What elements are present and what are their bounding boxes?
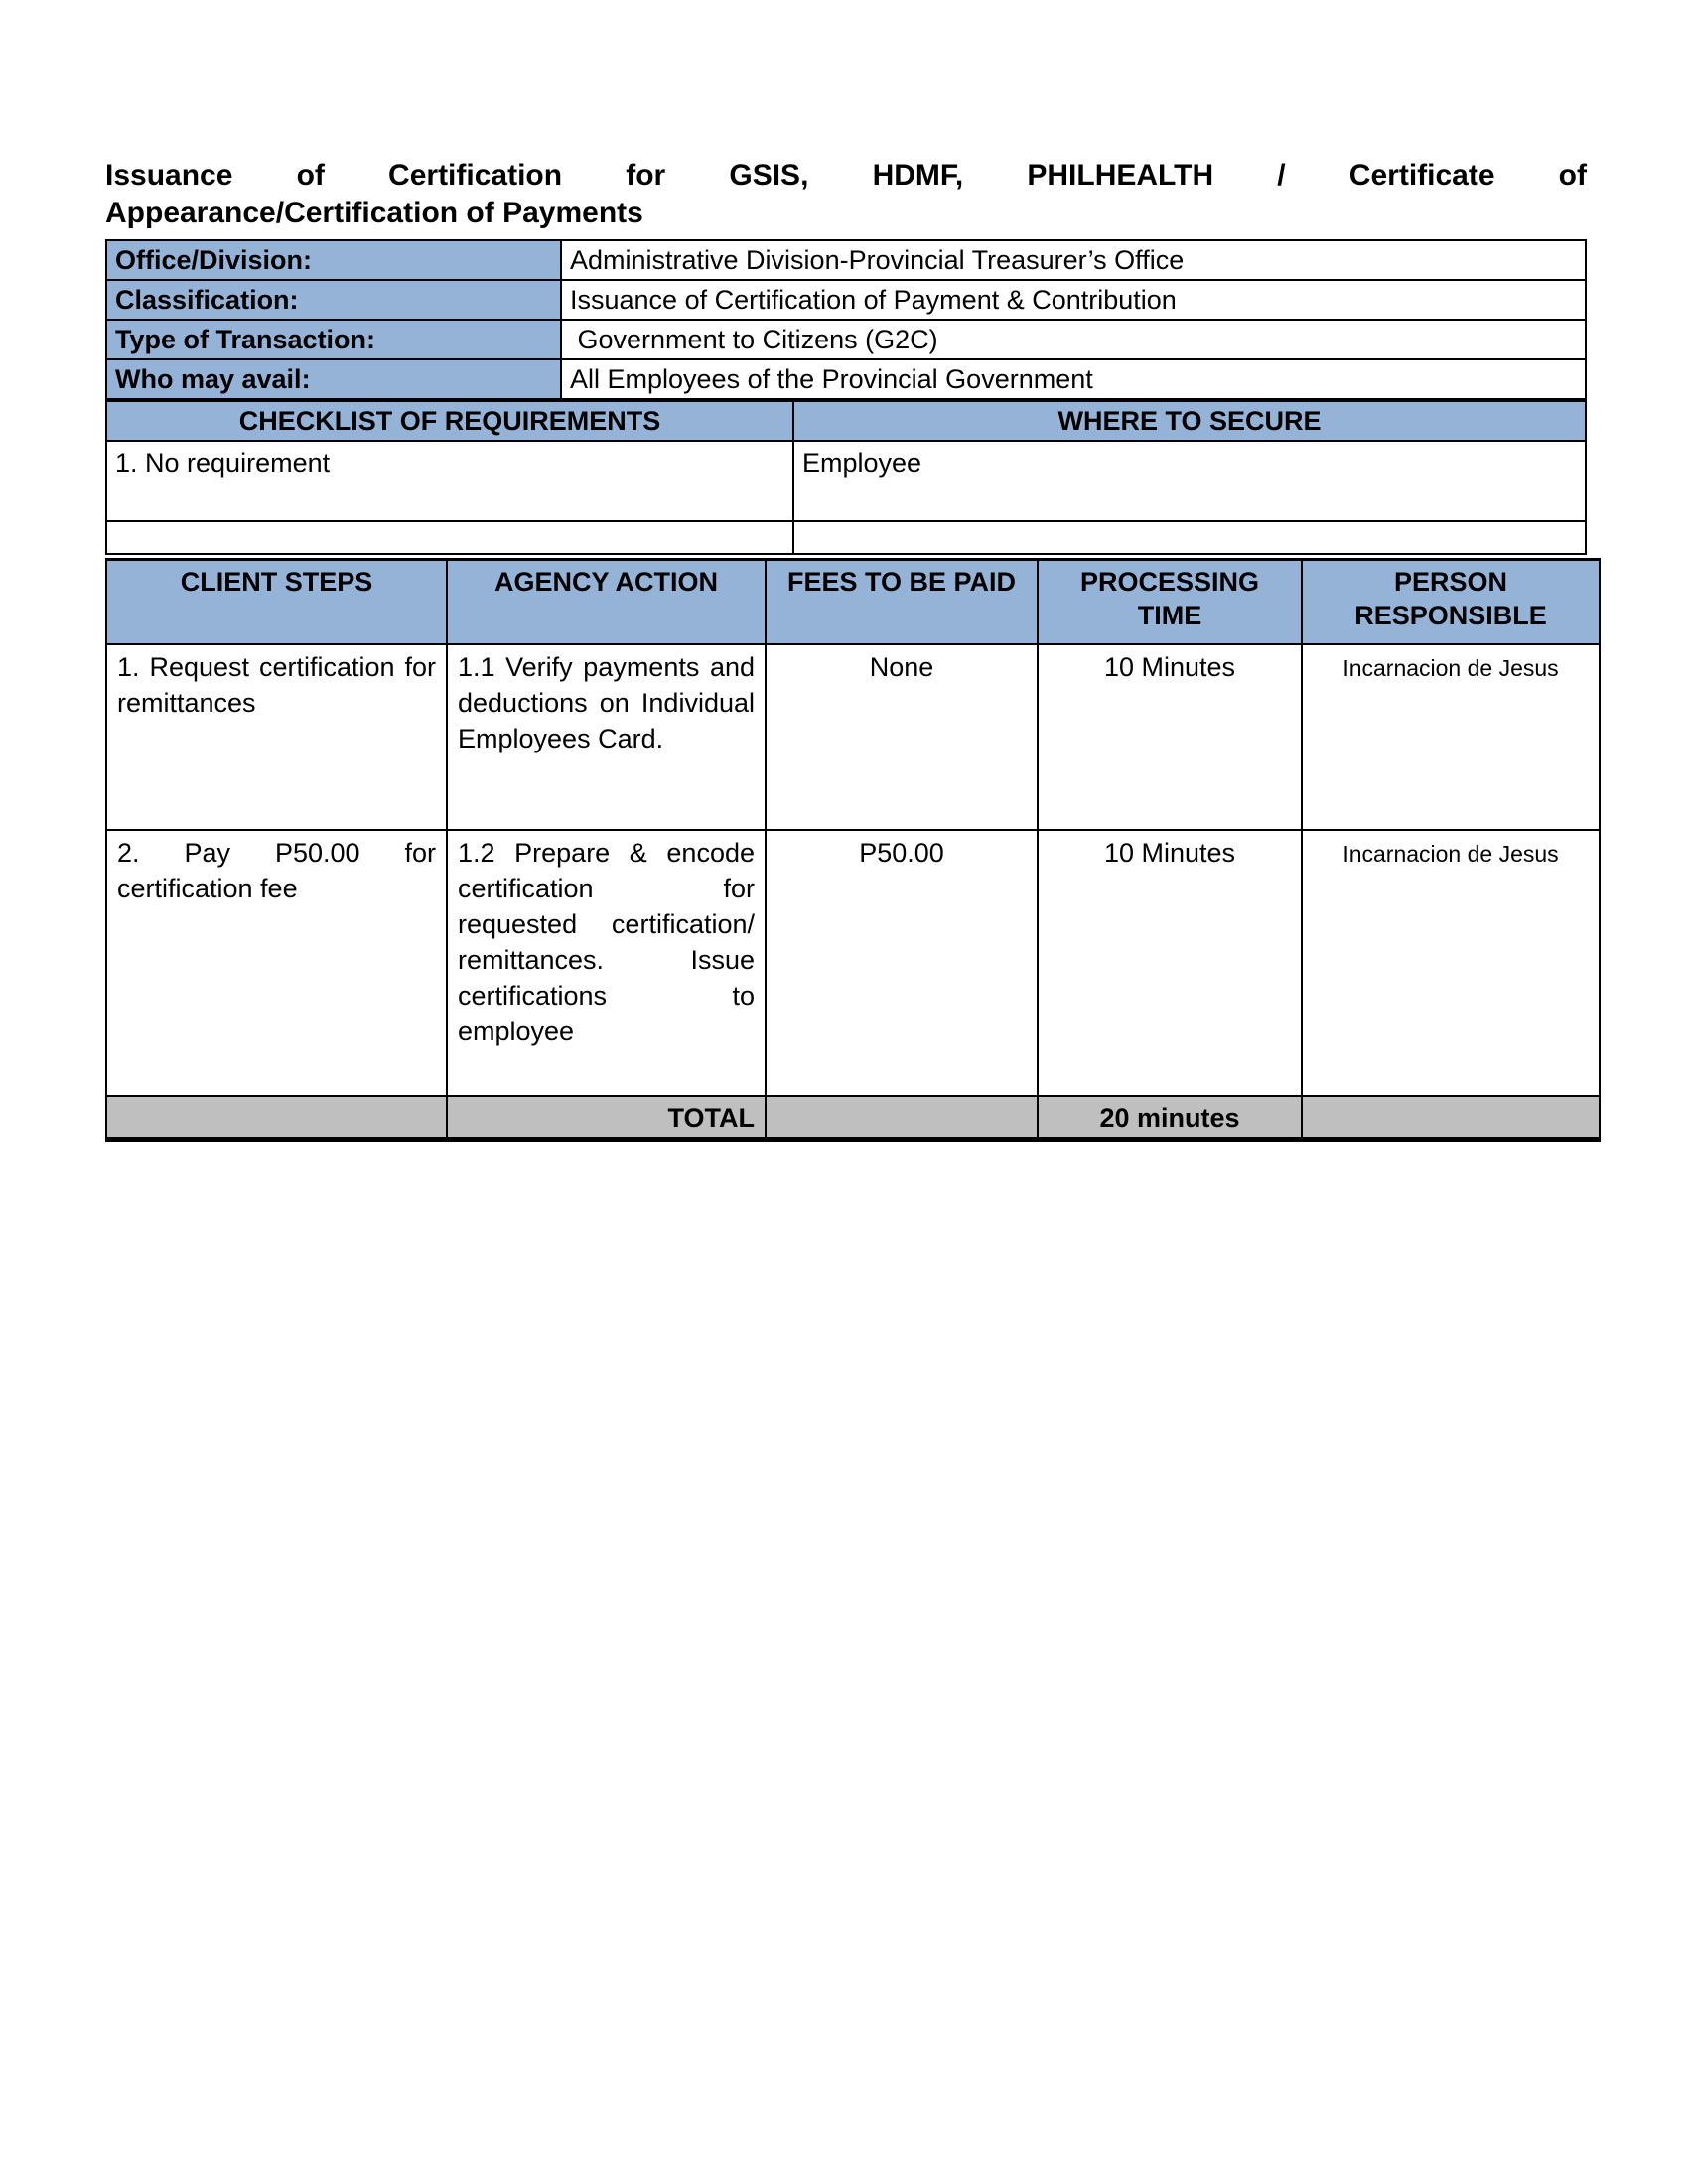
steps-header-row bbox=[106, 560, 1600, 644]
header-processing-time: PROCESSING TIME bbox=[1038, 560, 1302, 644]
info-value-classification: Issuance of Certification of Payment & Contribution bbox=[561, 280, 1586, 320]
checklist-row bbox=[106, 441, 1586, 521]
info-label-classification: Classification: bbox=[106, 280, 561, 320]
header-agency-action: AGENCY ACTION bbox=[447, 560, 766, 644]
document-title bbox=[105, 157, 1587, 232]
step2-processing-time: 10 Minutes bbox=[1038, 830, 1302, 1096]
info-label-who-may-avail: Who may avail: bbox=[106, 359, 561, 399]
info-value-who-may-avail: All Employees of the Provincial Government bbox=[561, 359, 1586, 399]
step2-fees: P50.00 bbox=[766, 830, 1038, 1096]
checklist-requirement-empty bbox=[106, 521, 793, 554]
step2-person-responsible: Incarnacion de Jesus bbox=[1302, 830, 1600, 1096]
service-info-table bbox=[105, 239, 1587, 400]
info-row-office-division bbox=[106, 240, 1586, 280]
header-person-responsible: PERSON RESPONSIBLE bbox=[1302, 560, 1600, 644]
step1-processing-time: 10 Minutes bbox=[1038, 644, 1302, 830]
checklist-requirement: 1. No requirement bbox=[106, 441, 793, 521]
info-row-classification bbox=[106, 280, 1586, 320]
info-row-who-may-avail bbox=[106, 359, 1586, 399]
step2-agency-action: 1.2 Prepare & encode certification for requested certification/ remittances. Issue certifications to employee bbox=[447, 830, 766, 1096]
document-content bbox=[105, 157, 1587, 1142]
info-value-transaction-type: Government to Citizens (G2C) bbox=[561, 320, 1586, 359]
total-fees-cell bbox=[766, 1096, 1038, 1140]
total-person-cell bbox=[1302, 1096, 1600, 1140]
step2-client-step: 2. Pay P50.00 for certification fee bbox=[106, 830, 447, 1096]
info-label-office-division: Office/Division: bbox=[106, 240, 561, 280]
header-fees-to-be-paid: FEES TO BE PAID bbox=[766, 560, 1038, 644]
checklist-table bbox=[105, 400, 1587, 555]
info-label-transaction-type: Type of Transaction: bbox=[106, 320, 561, 359]
document-title-line-1: Issuance of Certification for GSIS, HDMF, PHILHEALTH / Certificate of bbox=[105, 159, 1587, 192]
checklist-header-where-to-secure: WHERE TO SECURE bbox=[793, 401, 1586, 441]
document-title-line-2: Appearance/Certification of Payments bbox=[105, 197, 643, 229]
info-value-office-division: Administrative Division-Provincial Treasurer’s Office bbox=[561, 240, 1586, 280]
total-label: TOTAL bbox=[447, 1096, 766, 1140]
checklist-source: Employee bbox=[793, 441, 1586, 521]
total-row bbox=[106, 1096, 1600, 1140]
checklist-source-empty bbox=[793, 521, 1586, 554]
total-client-step-cell bbox=[106, 1096, 447, 1140]
step-row-1 bbox=[106, 644, 1600, 830]
checklist-empty-row bbox=[106, 521, 1586, 554]
total-processing-time: 20 minutes bbox=[1038, 1096, 1302, 1140]
header-client-steps: CLIENT STEPS bbox=[106, 560, 447, 644]
service-steps-table bbox=[105, 558, 1601, 1142]
checklist-header-row bbox=[106, 401, 1586, 441]
step1-fees: None bbox=[766, 644, 1038, 830]
info-row-transaction-type bbox=[106, 320, 1586, 359]
step1-client-step: 1. Request certification for remittances bbox=[106, 644, 447, 830]
step1-agency-action: 1.1 Verify payments and deductions on Individual Employees Card. bbox=[447, 644, 766, 830]
step-row-2 bbox=[106, 830, 1600, 1096]
checklist-header-requirements: CHECKLIST OF REQUIREMENTS bbox=[106, 401, 793, 441]
step1-person-responsible: Incarnacion de Jesus bbox=[1302, 644, 1600, 830]
